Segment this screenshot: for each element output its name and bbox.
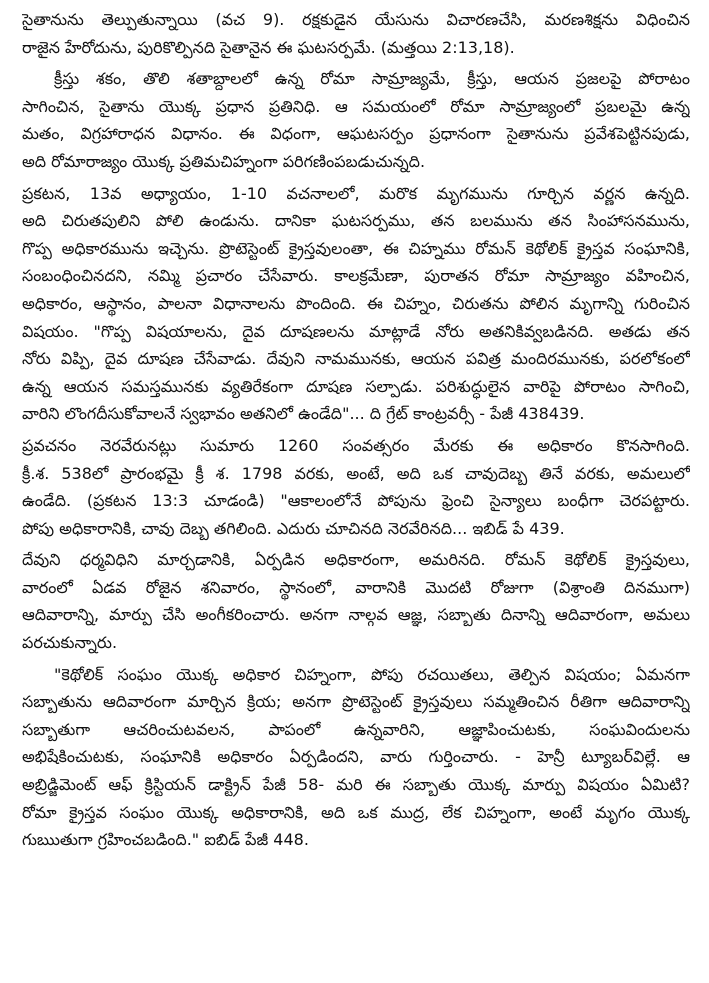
text-line: ప్రకటన, 13వ అధ్యాయం, 1-10 వచనాలలో, మరొక మృగమును గూర్చిన వర్ణన ఉన్నది. bbox=[22, 183, 690, 203]
text-line: మతం, విగ్రహారాధన విధానం. ఈ విధంగా, ఆఘటసర్పం ప్రధానంగా సైతానును ప్రవేశపెట్టినపుడు, bbox=[22, 124, 690, 144]
text-line: విషయం. "గొప్ప విషయాలను, దైవ దూషణలను మాట్లాడే నోరు అతనికివ్వబడినది. అతడు తన bbox=[22, 321, 690, 341]
text-line: సాగించిన, సైతాను యొక్క ప్రధాన ప్రతినిధి. ఆ సమయంలో రోమా సామ్రాజ్యంలో ప్రబలమై ఉన్న bbox=[22, 96, 690, 116]
text-line: గొప్ప అధికారమును ఇచ్చెను. ప్రొటెస్టెంట్ క్రైస్తవులంతా, ఈ చిహ్నము రోమన్ కెథోలిక్ క్రైస్తవ సంఘానికి, bbox=[22, 238, 690, 258]
text-line: ఉన్న ఆయన సమస్తమునకు వ్యతిరేకంగా దూషణ సల్పాడు. పరిశుద్ధులైన వారిపై పోరాటం సాగించి, bbox=[22, 376, 690, 396]
text-line: దేవుని ధర్మవిధిని మార్చడానికి, ఏర్పడిన అధికారంగా, అమరినది. రోమన్ కెథోలిక్ క్రైస్తవులు, bbox=[22, 550, 690, 570]
text-line: అబ్రిడ్జిమెంట్ ఆఫ్ క్రిస్టియన్ డాక్ట్రిన్ పేజీ 58- మరి ఈ సబ్బాతు యొక్క మార్పు విషయం ఏమిటి? bbox=[22, 775, 690, 795]
text-line: రాజైన హేరోదును, పురికొల్పినది సైతానైన ఈ ఘటసర్పమే. (మత్తయి 2:13,18). bbox=[22, 37, 515, 57]
text-line: క్రీ.శ. 538లో ప్రారంభమై క్రీ శ. 1798 వరకు, అంటే, అది ఒక చావుదెబ్బ తినే వరకు, అమలులో bbox=[22, 463, 690, 483]
text-line: సైతానును తెల్పుతున్నాయి (వచ 9). రక్షకుడైన యేసును విచారణచేసి, మరణశిక్షను విధించిన bbox=[22, 10, 690, 29]
paragraph-sabbath-change bbox=[22, 546, 690, 656]
text-line: ప్రవచనం నెరవేరునట్లు సుమారు 1260 సంవత్సరం మేరకు ఈ అధికారం కొనసాగింది. bbox=[22, 435, 690, 455]
paragraph-roman-empire bbox=[22, 65, 690, 175]
text-line: క్రీస్తు శకం, తొలి శతాబ్దాలలో ఉన్న రోమా సామ్రాజ్యమే, క్రీస్తు, ఆయన ప్రజలపై పోరాటం bbox=[54, 69, 690, 89]
document-page bbox=[22, 6, 690, 854]
text-line: ఆదివారాన్ని, మార్పు చేసి అంగీకరించారు. అనగా నాల్గవ ఆజ్ఞ, సబ్బాతు దినాన్ని ఆదివారంగా, అమలు bbox=[22, 605, 690, 625]
text-line: వారిని లొంగదీసుకోవాలనే స్వభావం అతనిలో ఉండేది"... ది గ్రేట్ కాంట్రవర్సీ - పేజీ 438439. bbox=[22, 404, 585, 424]
text-line: రోమా క్రైస్తవ సంఘం యొక్క అధికారానికి, అది ఒక ముద్ర, లేక చిహ్నంగా, అంటే మృగం యొక్క bbox=[22, 802, 690, 822]
paragraph-revelation-13 bbox=[22, 180, 690, 428]
text-line: సంబంధించినదని, నమ్మి ప్రచారం చేసేవారు. కాలక్రమేణా, పురాతన రోమా సామ్రాజ్యం వహించిన, bbox=[22, 266, 690, 286]
text-line: గుఋతుగా గ్రహించబడింది." ఐబిడ్ పేజీ 448. bbox=[22, 830, 309, 850]
text-line: సబ్బాతుగా ఆచరించుటవలన, పాపంలో ఉన్నవారిని, ఆజ్ఞాపించుటకు, సంఘవిందులను bbox=[22, 719, 690, 739]
text-line: పోపు అధికారానికి, చావు దెబ్బ తగిలింది. ఎదురు చూచినది నెరవేరినది... ఇబిడ్ పే 439. bbox=[22, 518, 565, 538]
text-line: "కెథోలిక్ సంఘం యొక్క అధికార చిహ్నంగా, పోపు రచయితలు, తెల్పిన విషయం; ఏమనగా bbox=[54, 664, 690, 684]
text-line: అధికారం, ఆస్థానం, పాలనా విధానాలను పొందింది. ఈ చిహ్నం, చిరుతను పోలిన మృగాన్ని గురించిన bbox=[22, 293, 690, 313]
text-line: అది చిరుతపులిని పోలి ఉండును. దానికా ఘటసర్పము, తన బలమును తన సింహాసనమును, bbox=[22, 211, 690, 231]
text-line: ఉండేది. (ప్రకటన 13:3 చూడండి) "ఆకాలంలోనే పోపును ఫ్రెంచి సైన్యాలు బంధీగా చెరపట్టారు. bbox=[22, 491, 690, 511]
text-line: నోరు విప్పి, దైవ దూషణ చేసేవాడు. దేవుని నామమునకు, ఆయన పవిత్ర మందిరమునకు, పరలోకంలో bbox=[22, 349, 690, 369]
paragraph-herod bbox=[22, 6, 690, 61]
text-line: వారంలో ఏడవ రోజైన శనివారం, స్థానంలో, వారానికి మొదటి రోజుగా (విశ్రాంతి దినముగా) bbox=[22, 577, 690, 597]
text-line: అది రోమారాజ్యం యొక్క ప్రతిమచిహ్నంగా పరిగణింపబడుచున్నది. bbox=[22, 151, 426, 171]
text-line: అభిషేకించుటకు, సంఘానికి అధికారం ఏర్పడిందని, వారు గుర్తించారు. - హెన్రీ ట్యూబర్‌విల్లే. ఆ bbox=[22, 747, 690, 767]
paragraph-prophecy-1260 bbox=[22, 432, 690, 542]
text-line: సబ్బాతును ఆదివారంగా మార్చిన క్రియ; అనగా ప్రొటెస్టెంట్ క్రైస్తవులు సమ్మతించిన రీతిగా ఆదివారాన్ని bbox=[22, 692, 690, 712]
paragraph-catholic-quote bbox=[22, 661, 690, 854]
text-line: పరచుకున్నారు. bbox=[22, 633, 118, 653]
